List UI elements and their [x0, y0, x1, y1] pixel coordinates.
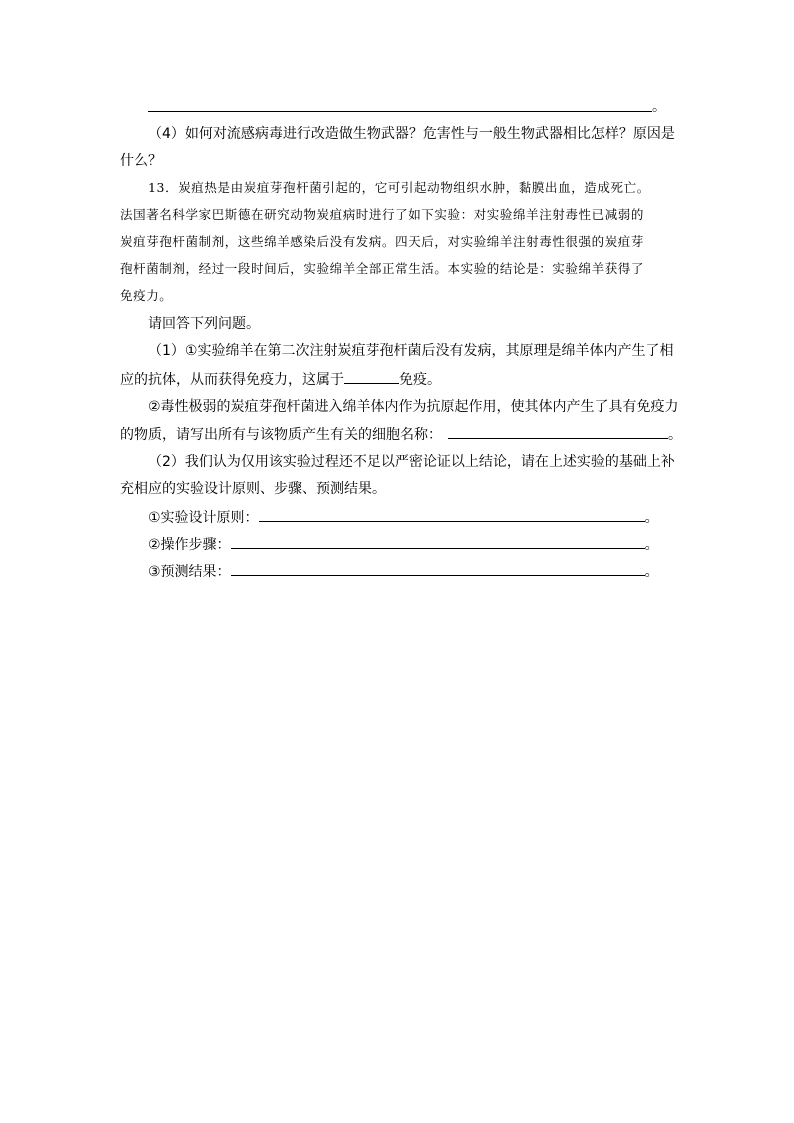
- answer-line-end-mark: 。: [652, 99, 666, 115]
- design-principle-end: 。: [644, 510, 659, 526]
- part-1-line-2-end: 免疫。: [399, 372, 441, 388]
- part-1-line-4-end: 。: [668, 427, 682, 443]
- question-13-prompt: 请回答下列问题。: [148, 316, 260, 332]
- part-2-line-1: （2）我们认为仅用该实验过程还不足以严密论证以上结论，请在上述实验的基础上补: [148, 454, 675, 470]
- question-13-stem-line-2: 法国著名科学家巴斯德在研究动物炭疽病时进行了如下实验：对实验绵羊注射毒性已减弱的: [120, 207, 645, 222]
- part-1-line-2-text: 应的抗体，从而获得免疫力，这属于: [120, 372, 344, 388]
- question-12-part-4-line-1: （4）如何对流感病毒进行改造做生物武器？危害性与一般生物武器相比怎样？原因是: [148, 126, 675, 142]
- part-1-line-3: ②毒性极弱的炭疽芽孢杆菌进入绵羊体内作为抗原起作用，使其体内产生了具有免疫力: [148, 399, 679, 415]
- predicted-results-item: [148, 561, 659, 582]
- question-13-stem-line-4: 孢杆菌制剂，经过一段时间后，实验绵羊全部正常生活。本实验的结论是：实验绵羊获得了: [120, 261, 645, 276]
- part-2-line-2: 充相应的实验设计原则、步骤、预测结果。: [120, 481, 386, 497]
- operation-steps-end: 。: [644, 537, 659, 553]
- question-13-stem-line-5: 免疫力。: [120, 288, 173, 303]
- cell-names-blank[interactable]: [448, 424, 668, 439]
- design-principle-item: [148, 507, 659, 528]
- design-principle-blank[interactable]: [259, 507, 645, 522]
- operation-steps-item: [148, 534, 659, 555]
- answer-line-q12-3: [148, 111, 652, 112]
- predicted-results-end: 。: [644, 564, 659, 580]
- question-12-part-4-line-2: 什么？: [120, 153, 162, 169]
- part-1-line-1: （1）①实验绵羊在第二次注射炭疽芽孢杆菌后没有发病，其原理是绵羊体内产生了相: [148, 343, 674, 359]
- predicted-results-blank[interactable]: [231, 561, 645, 576]
- part-1-line-2: [120, 369, 441, 390]
- predicted-results-label: ③预测结果：: [148, 564, 231, 580]
- question-13-stem-line-3: 炭疽芽孢杆菌制剂，这些绵羊感染后没有发病。四天后，对实验绵羊注射毒性很强的炭疽芽: [120, 234, 645, 249]
- question-13-stem-line-1: 13．炭疽热是由炭疽芽孢杆菌引起的，它可引起动物组织水肿，黏膜出血，造成死亡。: [148, 180, 650, 195]
- immunity-type-blank[interactable]: [344, 369, 399, 384]
- design-principle-label: ①实验设计原则：: [148, 510, 259, 526]
- part-1-line-4: [120, 424, 682, 445]
- part-1-line-4-text: 的物质，请写出所有与该物质产生有关的细胞名称：: [120, 427, 442, 443]
- operation-steps-blank[interactable]: [231, 534, 645, 549]
- operation-steps-label: ②操作步骤：: [148, 537, 231, 553]
